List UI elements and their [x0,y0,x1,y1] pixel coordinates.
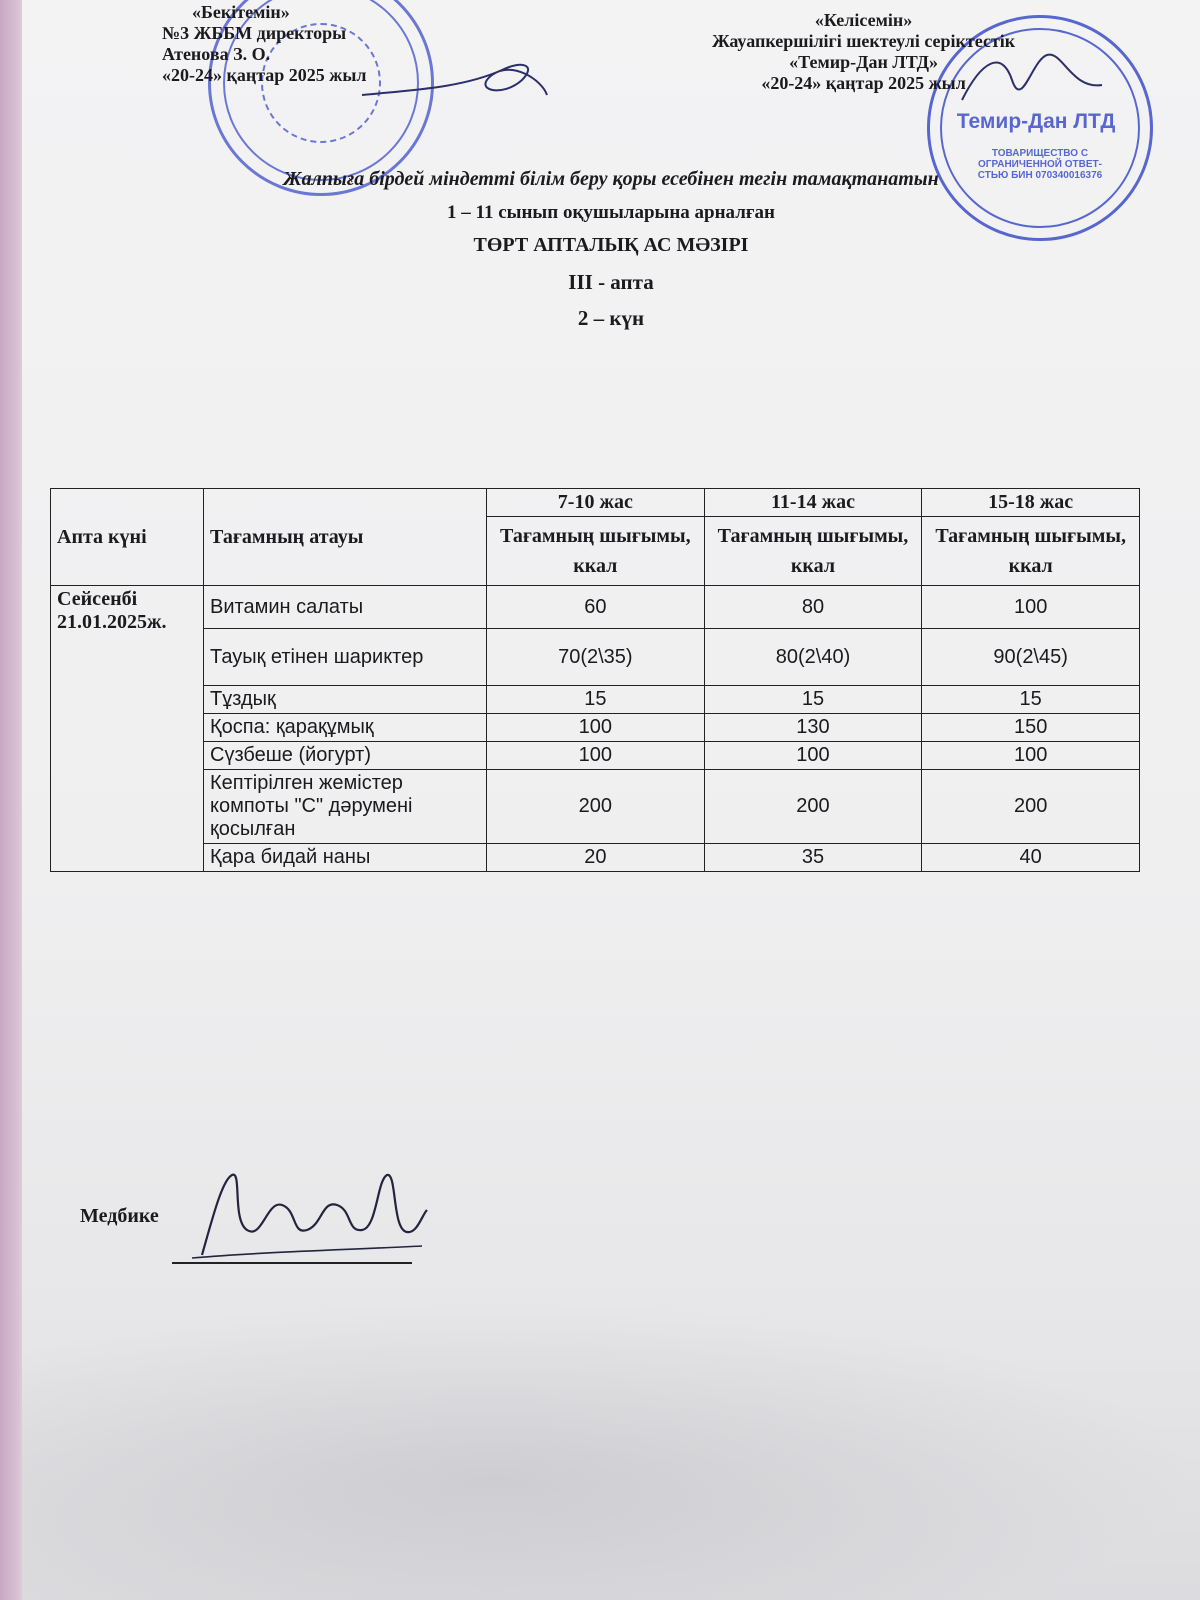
company-signature [952,40,1112,120]
heading-funding: Жалпыға бірдей міндетті білім беру қоры есебінен тегін тамақтанатын [283,168,939,190]
value-7-10: 60 [487,586,705,629]
menu-table [50,488,1140,872]
table-row [51,844,1140,872]
dish-name: Витамин салаты [204,586,487,629]
value-11-14: 15 [704,686,922,714]
header-dish: Тағамның атауы [204,489,487,586]
value-11-14: 35 [704,844,922,872]
subheader-yield: Тағамның шығымы, ккал [487,517,705,586]
approval-right-title: «Келісемін» [814,10,913,30]
company-stamp-name: Темир-Дан ЛТД [956,110,1116,133]
approval-left-title: «Бекітемін» [192,2,290,22]
header-age-7-10: 7-10 жас [487,489,705,517]
value-11-14: 100 [704,742,922,770]
table-row [51,629,1140,686]
company-stamp-text: ТОВАРИЩЕСТВО С ОГРАНИЧЕННОЙ ОТВЕТ-СТЬЮ БИН 070340016376 [977,148,1103,181]
heading-week: ІІІ - апта [568,270,654,294]
value-11-14: 80 [704,586,922,629]
dish-name: Кептірілген жемістер компоты "С" дәрумені қосылған [204,770,487,844]
dish-name: Қара бидай наны [204,844,487,872]
table-row [51,586,1140,629]
nurse-signature [172,1160,432,1280]
table-header-row [51,489,1140,517]
value-11-14: 200 [704,770,922,844]
value-15-18: 40 [922,844,1140,872]
value-11-14: 130 [704,714,922,742]
dish-name: Тауық етінен шариктер [204,629,487,686]
value-7-10: 200 [487,770,705,844]
director-signature [352,40,552,110]
value-15-18: 150 [922,714,1140,742]
day-cell: Сейсенбі 21.01.2025ж. [51,586,204,872]
value-7-10: 100 [487,742,705,770]
header-age-11-14: 11-14 жас [704,489,922,517]
header-day: Апта күні [51,489,204,586]
table-row [51,770,1140,844]
dish-name: Сүзбеше (йогурт) [204,742,487,770]
approval-right-company-type: Жауапкершілігі шектеулі серіктестік [712,31,1016,51]
value-15-18: 200 [922,770,1140,844]
value-7-10: 15 [487,686,705,714]
value-11-14: 80(2\40) [704,629,922,686]
approval-left-position: №3 ЖББМ директоры [162,23,347,43]
value-7-10: 100 [487,714,705,742]
approval-block-left [162,2,367,86]
nurse-label: Медбике [80,1205,159,1227]
value-7-10: 70(2\35) [487,629,705,686]
heading-menu-title: ТӨРТ АПТАЛЫҚ АС МӘЗІРІ [473,234,749,256]
approval-left-name: Атенова З. О. [162,44,271,64]
subheader-yield: Тағамның шығымы, ккал [704,517,922,586]
shadow-area [22,1300,1200,1600]
header-age-15-18: 15-18 жас [922,489,1140,517]
table-row [51,686,1140,714]
table-row [51,714,1140,742]
heading-day: 2 – күн [577,306,645,330]
value-15-18: 100 [922,586,1140,629]
value-15-18: 15 [922,686,1140,714]
subheader-yield: Тағамның шығымы, ккал [922,517,1140,586]
value-15-18: 100 [922,742,1140,770]
dish-name: Тұздық [204,686,487,714]
value-7-10: 20 [487,844,705,872]
table-row [51,742,1140,770]
value-15-18: 90(2\45) [922,629,1140,686]
approval-right-date: «20-24» қаңтар 2025 жыл [761,73,966,93]
approval-left-date: «20-24» қаңтар 2025 жыл [162,65,367,85]
approval-right-company-name: «Темир-Дан ЛТД» [789,52,939,72]
dish-name: Қоспа: қарақұмық [204,714,487,742]
document-page [22,0,1200,1600]
heading-grades: 1 – 11 сынып оқушыларына арналған [447,202,775,223]
